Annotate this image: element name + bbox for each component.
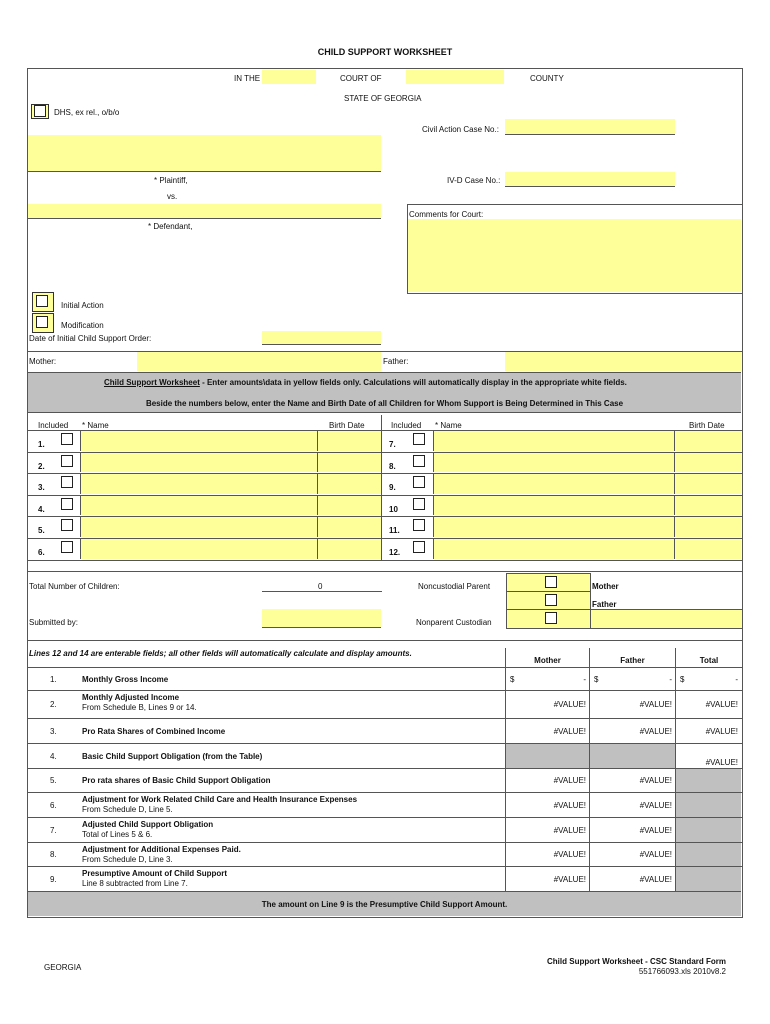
calc-row-label: Pro Rata Shares of Combined Income xyxy=(82,726,226,736)
mother-value: #VALUE! xyxy=(553,850,586,859)
calc-row-number: 6. xyxy=(50,800,57,810)
initial-action-checkbox[interactable] xyxy=(36,295,48,307)
total-children-value: 0 xyxy=(318,582,323,591)
comments-label: Comments for Court: xyxy=(409,210,484,219)
total-value: #VALUE! xyxy=(705,726,738,736)
calc-row-label: Monthly Adjusted Income xyxy=(82,693,180,702)
date-initial-label: Date of Initial Child Support Order: xyxy=(29,334,152,343)
child-number: 1. xyxy=(38,440,45,449)
calc-row-sublabel: Total of Lines 5 & 6. xyxy=(82,830,153,839)
name-header-left: * Name xyxy=(82,421,109,430)
child-included-checkbox[interactable] xyxy=(413,455,425,467)
dhs-label: DHS, ex rel., o/b/o xyxy=(54,108,120,117)
calc-row-number: 3. xyxy=(50,726,57,736)
calc-row-line xyxy=(27,718,742,719)
initial-action-label: Initial Action xyxy=(61,301,104,310)
modification-checkbox[interactable] xyxy=(36,316,48,328)
calc-footer-text: The amount on Line 9 is the Presumptive Child Support Amount. xyxy=(261,900,508,909)
calc-row-line xyxy=(27,792,742,793)
calc-row-line xyxy=(27,768,742,769)
dollar-sign: $ xyxy=(680,674,685,684)
worksheet-link: Child Support Worksheet xyxy=(104,378,200,387)
child-name-field[interactable] xyxy=(80,496,318,516)
calc-row-number: 2. xyxy=(50,700,57,709)
date-initial-field[interactable] xyxy=(262,331,381,345)
child-number: 10 xyxy=(389,504,398,514)
calc-row-label: Presumptive Amount of Child Support xyxy=(82,869,228,878)
mother-value: #VALUE! xyxy=(553,726,586,736)
calc-row-line xyxy=(27,842,742,843)
father-value: #VALUE! xyxy=(639,874,672,884)
child-name-field[interactable] xyxy=(80,474,318,494)
total-shaded-cell xyxy=(676,768,741,891)
child-included-checkbox[interactable] xyxy=(61,519,73,531)
noncustodial-mother-checkbox[interactable] xyxy=(545,576,557,588)
noncustodial-father-checkbox[interactable] xyxy=(545,594,557,606)
calc-row-number: 4. xyxy=(50,751,57,761)
county-name-field[interactable] xyxy=(406,70,504,84)
calc-row-line xyxy=(27,667,742,668)
page-title: CHILD SUPPORT WORKSHEET xyxy=(317,47,453,57)
child-number: 11. xyxy=(389,526,400,536)
child-birth-field[interactable] xyxy=(318,474,381,494)
total-value: #VALUE! xyxy=(705,700,738,709)
in-the-label: IN THE xyxy=(234,74,261,83)
child-included-checkbox[interactable] xyxy=(413,498,425,510)
plaintiff-label: * Plaintiff, xyxy=(154,176,188,185)
children-banner-text: Beside the numbers below, enter the Name and Birth Date of all Children for Whom Support is Being Determined in This Case xyxy=(145,399,624,408)
child-birth-field[interactable] xyxy=(675,474,741,494)
dhs-checkbox[interactable] xyxy=(34,105,46,117)
child-birth-field[interactable] xyxy=(318,431,381,451)
comments-field[interactable] xyxy=(408,219,741,292)
calc-row-sublabel: From Schedule D, Line 5. xyxy=(82,805,173,814)
father-value: #VALUE! xyxy=(639,700,672,709)
instructions-text xyxy=(104,378,627,387)
modification-label: Modification xyxy=(61,321,104,330)
col-mother-header: Mother xyxy=(534,656,561,665)
calc-row-sublabel: Line 8 subtracted from Line 7. xyxy=(82,879,188,888)
calc-row-number: 9. xyxy=(50,874,57,884)
child-number: 2. xyxy=(38,461,45,471)
county-label: COUNTY xyxy=(530,74,564,83)
child-number: 5. xyxy=(38,526,45,536)
instructions-body: - Enter amounts\data in yellow fields only. Calculations will automatically display in the appropriate white fields. xyxy=(199,378,627,387)
calc-row-label: Pro rata shares of Basic Child Support Obligation xyxy=(82,776,271,785)
child-name-field[interactable] xyxy=(433,496,675,516)
child-included-checkbox[interactable] xyxy=(61,498,73,510)
father-name-field[interactable] xyxy=(505,352,741,371)
footer-state: GEORGIA xyxy=(44,963,82,972)
plaintiff-name-field[interactable] xyxy=(28,135,381,172)
child-included-checkbox[interactable] xyxy=(61,433,73,445)
child-birth-field[interactable] xyxy=(675,539,741,559)
children-divider xyxy=(381,415,382,561)
child-name-field[interactable] xyxy=(433,453,675,473)
divider xyxy=(27,640,742,641)
child-included-checkbox[interactable] xyxy=(61,476,73,488)
child-included-checkbox[interactable] xyxy=(413,476,425,488)
child-birth-field[interactable] xyxy=(675,496,741,516)
calc-row-label: Monthly Gross Income xyxy=(82,674,169,684)
calc-row-number: 8. xyxy=(50,850,57,859)
state-label: STATE OF GEORGIA xyxy=(344,94,422,103)
child-birth-field[interactable] xyxy=(318,539,381,559)
mother-value: #VALUE! xyxy=(553,700,586,709)
included-header-right: Included xyxy=(391,421,422,430)
submitted-by-field[interactable] xyxy=(262,609,381,628)
child-name-field[interactable] xyxy=(433,517,675,537)
child-birth-field[interactable] xyxy=(675,431,741,451)
calc-row-number: 1. xyxy=(50,674,57,684)
father-value: #VALUE! xyxy=(639,726,672,736)
father-value: #VALUE! xyxy=(639,825,672,835)
footer-file: 551766093.xls 2010v8.2 xyxy=(638,967,726,976)
mother-label: Mother: xyxy=(29,357,57,366)
submitted-by-label: Submitted by: xyxy=(29,618,78,627)
father-value: #VALUE! xyxy=(639,850,672,859)
child-included-checkbox[interactable] xyxy=(61,455,73,467)
divider xyxy=(27,571,742,572)
defendant-name-field[interactable] xyxy=(28,204,381,219)
child-included-checkbox[interactable] xyxy=(61,541,73,553)
included-header-left: Included xyxy=(38,421,69,430)
child-number: 6. xyxy=(38,548,45,557)
mother-value: - xyxy=(583,674,586,684)
shaded-cell xyxy=(590,744,675,768)
noncustodial-mother-label: Mother xyxy=(592,582,619,591)
vs-label: vs. xyxy=(167,192,178,201)
ivd-case-field[interactable] xyxy=(505,172,675,187)
calc-note: Lines 12 and 14 are enterable fields; all other fields will automatically calculate and display amounts. xyxy=(29,649,412,658)
calc-row-label: Basic Child Support Obligation (from the Table) xyxy=(82,751,263,761)
civil-action-label: Civil Action Case No.: xyxy=(422,125,499,134)
mother-value: #VALUE! xyxy=(553,800,586,810)
footer-form: Child Support Worksheet - CSC Standard Form xyxy=(547,957,726,966)
divider xyxy=(27,560,742,561)
calc-row-number: 7. xyxy=(50,825,57,835)
child-name-field[interactable] xyxy=(80,453,318,473)
col-father-header: Father xyxy=(620,656,645,665)
mother-name-field[interactable] xyxy=(137,352,381,371)
child-birth-field[interactable] xyxy=(318,496,381,516)
child-name-field[interactable] xyxy=(433,474,675,494)
child-included-checkbox[interactable] xyxy=(413,519,425,531)
total-children-underline xyxy=(262,591,382,592)
birth-header-left: Birth Date xyxy=(329,421,365,430)
col-total-header: Total xyxy=(699,656,719,665)
calc-row-line xyxy=(27,866,742,867)
shaded-cell xyxy=(506,744,589,768)
ivd-label: IV-D Case No.: xyxy=(447,176,501,185)
name-header-right: * Name xyxy=(435,421,462,430)
child-number: 12. xyxy=(389,548,401,557)
child-number: 3. xyxy=(38,483,45,493)
calc-row-line xyxy=(27,817,742,818)
child-name-field[interactable] xyxy=(80,517,318,537)
child-number: 7. xyxy=(389,440,396,449)
nonparent-checkbox[interactable] xyxy=(545,612,557,624)
mother-value: #VALUE! xyxy=(553,776,586,785)
father-value: #VALUE! xyxy=(639,776,672,785)
mother-value: #VALUE! xyxy=(553,825,586,835)
child-included-checkbox[interactable] xyxy=(413,433,425,445)
calc-row-sublabel: From Schedule D, Line 3. xyxy=(82,855,173,864)
calc-row-number: 5. xyxy=(50,776,57,785)
calc-row-sublabel: From Schedule B, Lines 9 or 14. xyxy=(82,703,197,712)
civil-action-field[interactable] xyxy=(505,119,675,135)
noncustodial-label: Noncustodial Parent xyxy=(418,582,491,591)
child-included-checkbox[interactable] xyxy=(413,541,425,553)
court-of-label: COURT OF xyxy=(340,74,382,83)
child-name-field[interactable] xyxy=(80,431,318,451)
calc-row-line xyxy=(27,690,742,691)
nonparent-name-field[interactable] xyxy=(590,609,743,629)
mother-value: #VALUE! xyxy=(553,874,586,884)
calc-row-label: Adjustment for Work Related Child Care and Health Insurance Expenses xyxy=(82,795,358,804)
child-number: 9. xyxy=(389,483,396,493)
calc-row-label: Adjusted Child Support Obligation xyxy=(82,820,214,829)
child-number: 8. xyxy=(389,461,396,471)
child-name-field[interactable] xyxy=(433,431,675,451)
total-value: - xyxy=(735,674,738,684)
child-name-field[interactable] xyxy=(433,539,675,559)
total-children-label: Total Number of Children: xyxy=(29,582,120,591)
child-number: 4. xyxy=(38,504,45,514)
noncustodial-father-label: Father xyxy=(592,600,617,609)
calc-row-label: Adjustment for Additional Expenses Paid. xyxy=(82,845,241,854)
child-name-field[interactable] xyxy=(80,539,318,559)
nonparent-label: Nonparent Custodian xyxy=(416,618,492,627)
total-value: #VALUE! xyxy=(705,758,738,767)
defendant-label: * Defendant, xyxy=(148,222,193,231)
child-birth-field[interactable] xyxy=(675,453,741,473)
father-value: #VALUE! xyxy=(639,800,672,810)
dollar-sign: $ xyxy=(510,674,515,684)
father-label: Father: xyxy=(383,357,409,366)
father-value: - xyxy=(669,674,672,684)
birth-header-right: Birth Date xyxy=(689,421,725,430)
child-birth-field[interactable] xyxy=(318,517,381,537)
child-birth-field[interactable] xyxy=(675,517,741,537)
child-birth-field[interactable] xyxy=(318,453,381,473)
dollar-sign: $ xyxy=(594,674,599,684)
court-name-field[interactable] xyxy=(262,70,316,84)
